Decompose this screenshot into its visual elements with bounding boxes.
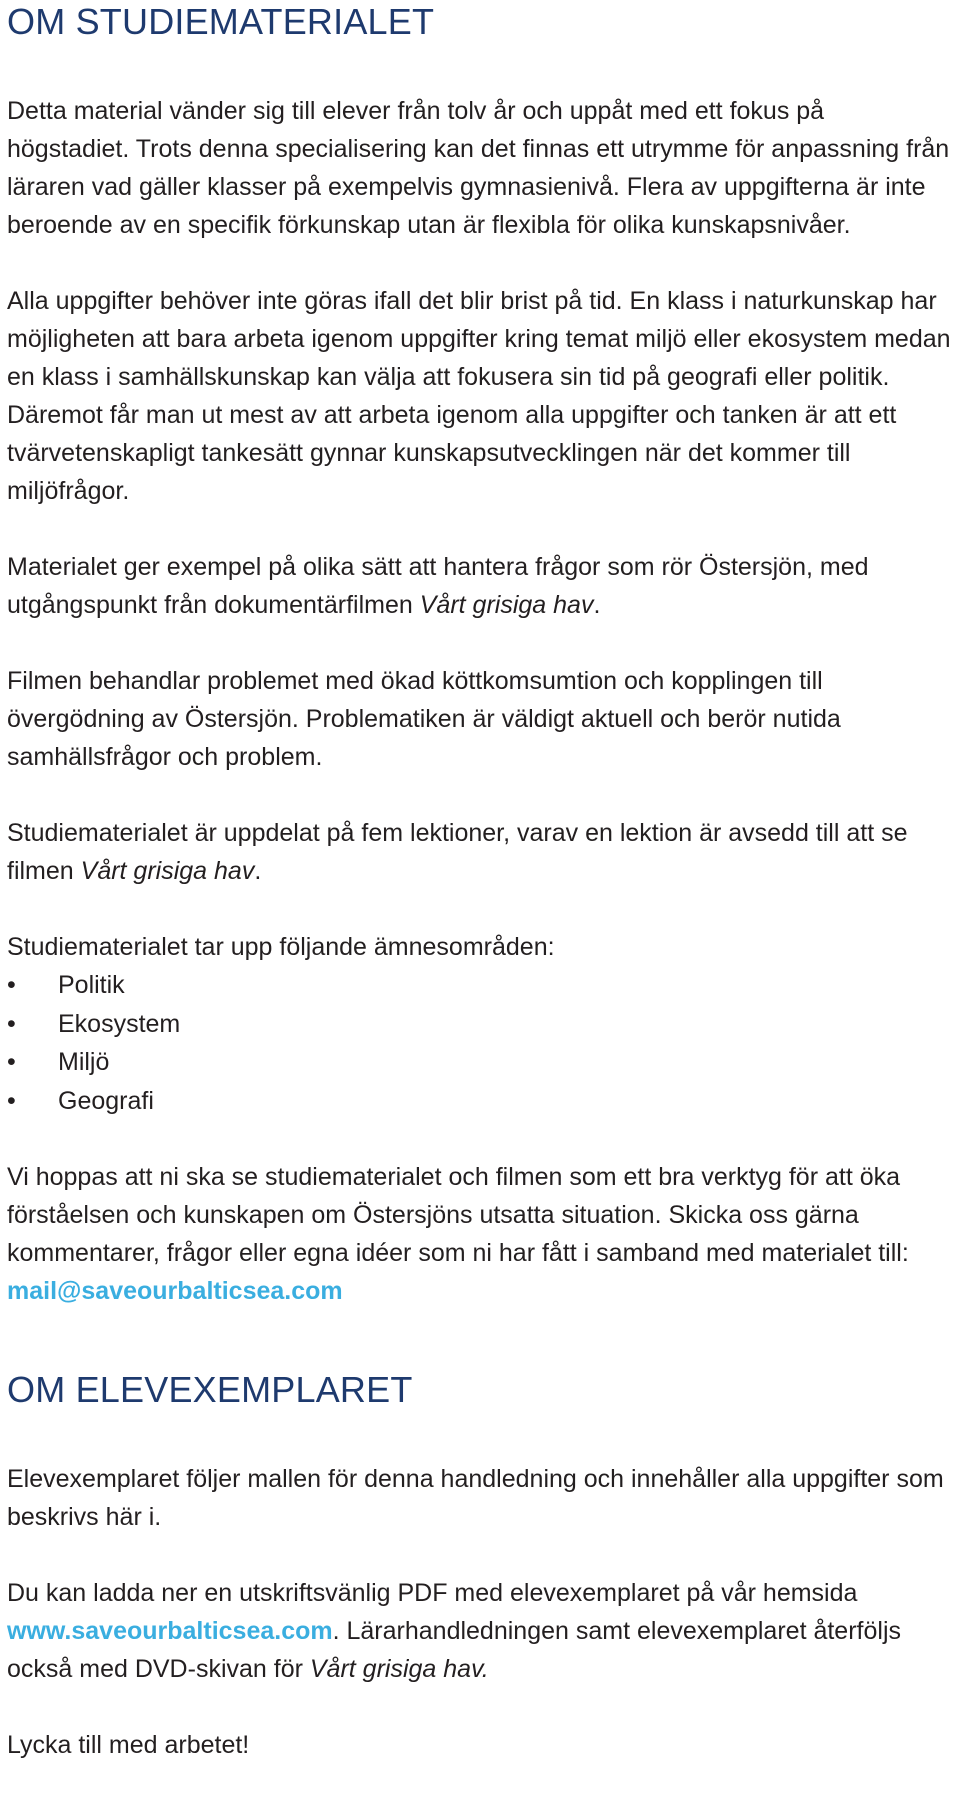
topic-label: Politik bbox=[58, 971, 125, 999]
website-link[interactable]: www.saveourbalticsea.com bbox=[7, 1617, 333, 1645]
list-item bbox=[7, 1005, 952, 1044]
list-item bbox=[7, 1043, 952, 1082]
paragraph-film: Filmen behandlar problemet med ökad köttkomsumtion och kopplingen till övergödning av Östersjön. Problematiken är väldigt aktuell och berör nutida samhällsfrågor och problem. bbox=[7, 667, 841, 771]
paragraph-tasks: Alla uppgifter behöver inte göras ifall det blir brist på tid. En klass i naturkunskap har möjligheten att bara arbeta igenom uppgifter kring temat miljö eller ekosystem medan en klass i samhällskunskap kan välja att fokusera sin tid på geografi eller politik. Däremot får man ut mest av att arbeta igenom alla uppgifter och tanken är att ett tvärvetenskapligt tankesätt gynnar kunskapsutvecklingen när det kommer till miljöfrågor. bbox=[7, 287, 951, 505]
paragraph-lessons bbox=[7, 814, 952, 890]
film-title: Vårt grisiga hav bbox=[419, 591, 594, 619]
paragraph-good-luck: Lycka till med arbetet! bbox=[7, 1731, 250, 1759]
paragraph-intro: Detta material vänder sig till elever från tolv år och uppåt med ett fokus på högstadiet. Trots denna specialisering kan det finnas ett utrymme för anpassning från läraren vad gäller klasser på exempelvis gymnasienivå. Flera av uppgifterna är inte beroende av en specifik förkunskap utan är flexibla för olika kunskapsnivåer. bbox=[7, 97, 950, 239]
document-page bbox=[7, 0, 952, 1764]
paragraph-examples bbox=[7, 548, 952, 624]
email-link[interactable]: mail@saveourbalticsea.com bbox=[7, 1277, 343, 1305]
paragraph-lessons-text: Studiematerialet är uppdelat på fem lektioner, varav en lektion är avsedd till att se filmen bbox=[7, 819, 908, 885]
topic-label: Geografi bbox=[58, 1086, 154, 1115]
topic-label: Ekosystem bbox=[58, 1009, 181, 1038]
list-item bbox=[7, 966, 952, 1005]
topics-list bbox=[7, 966, 952, 1120]
film-title: Vårt grisiga hav. bbox=[309, 1655, 489, 1683]
bullet-icon: • bbox=[7, 1086, 16, 1115]
paragraph-download-text: Du kan ladda ner en utskriftsvänlig PDF med elevexemplaret på vår hemsida bbox=[7, 1579, 858, 1607]
bullet-icon: • bbox=[7, 1009, 16, 1038]
bullet-icon: • bbox=[7, 1048, 16, 1076]
paragraph-download bbox=[7, 1574, 952, 1688]
paragraph-lessons-end: . bbox=[254, 857, 262, 885]
paragraph-topics-intro: Studiematerialet tar upp följande ämnesområden: bbox=[7, 933, 555, 961]
list-item bbox=[7, 1082, 952, 1121]
section-heading-om-studiematerialet: OM STUDIEMATERIALET bbox=[7, 1, 435, 42]
paragraph-examples-text: Materialet ger exempel på olika sätt att hantera frågor som rör Östersjön, med utgångspunkt från dokumentärfilmen bbox=[7, 553, 869, 619]
paragraph-download-mid: . Lärarhandledningen samt elevexemplaret återföljs också med DVD-skivan för bbox=[7, 1617, 901, 1683]
paragraph-contact-text: Vi hoppas att ni ska se studiematerialet och filmen som ett bra verktyg för att öka förståelsen och kunskapen om Östersjöns utsatta situation. Skicka oss gärna kommentarer, frågor eller egna idéer som ni har fått i samband med materialet till: bbox=[7, 1163, 909, 1267]
paragraph-student-copy: Elevexemplaret följer mallen för denna handledning och innehåller alla uppgifter som beskrivs här i. bbox=[7, 1465, 944, 1531]
paragraph-contact bbox=[7, 1158, 952, 1310]
paragraph-examples-end: . bbox=[593, 591, 601, 619]
section-heading-om-elevexemplaret: OM ELEVEXEMPLARET bbox=[7, 1369, 413, 1410]
bullet-icon: • bbox=[7, 971, 16, 999]
film-title: Vårt grisiga hav bbox=[80, 857, 255, 885]
topic-label: Miljö bbox=[58, 1048, 110, 1076]
